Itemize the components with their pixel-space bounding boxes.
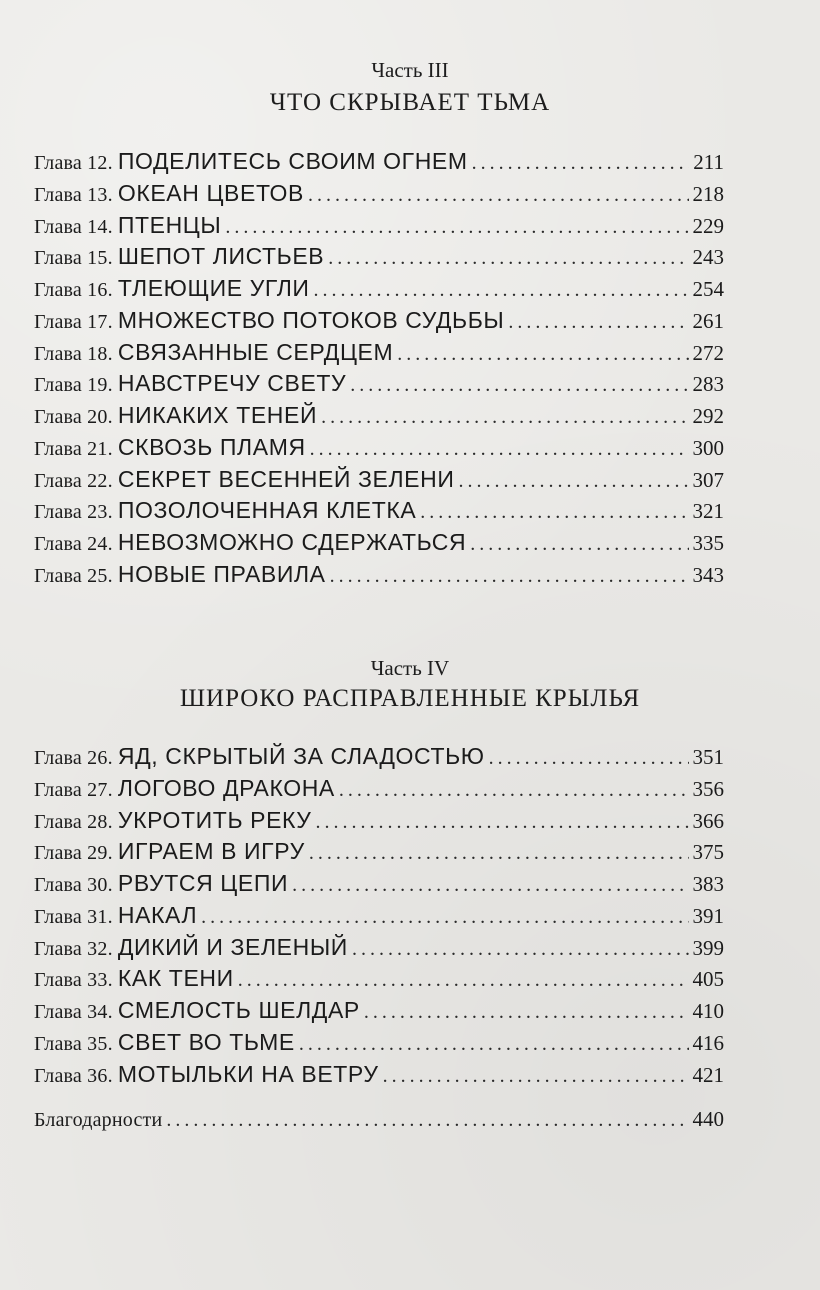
chapter-title: НАВСТРЕЧУ СВЕТУ <box>117 370 347 397</box>
dot-leader <box>328 248 688 268</box>
toc-entry-chapter-21 <box>34 434 724 466</box>
chapter-prefix: Глава 27. <box>34 778 113 801</box>
toc-entry-chapter-16 <box>34 275 724 307</box>
dot-leader <box>299 1034 689 1054</box>
page-number: 399 <box>692 935 724 960</box>
page-number: 356 <box>692 776 724 801</box>
chapter-prefix: Глава 17. <box>34 310 113 333</box>
dot-leader <box>458 471 688 491</box>
page-number: 229 <box>692 213 724 238</box>
toc-entry-chapter-32 <box>34 934 724 966</box>
chapter-prefix: Глава 36. <box>34 1064 113 1087</box>
page-number: 410 <box>692 999 724 1023</box>
page-number: 343 <box>692 562 724 587</box>
page-number: 272 <box>692 340 724 365</box>
chapter-title: ОКЕАН ЦВЕТОВ <box>117 179 304 206</box>
chapter-title: СМЕЛОСТЬ ШЕЛДАР <box>117 997 360 1023</box>
page-number: 211 <box>693 150 724 174</box>
toc-entry-chapter-31 <box>34 902 724 934</box>
toc-entry-chapter-36 <box>34 1061 724 1093</box>
chapter-prefix: Глава 14. <box>34 215 113 238</box>
page-number: 254 <box>692 277 724 301</box>
acknowledgements-title: Благодарности <box>34 1109 163 1131</box>
page-number: 366 <box>692 808 724 833</box>
chapter-title: СКВОЗЬ ПЛАМЯ <box>117 433 306 460</box>
chapter-prefix: Глава 29. <box>34 842 113 865</box>
chapter-title: МОТЫЛЬКИ НА ВЕТРУ <box>117 1060 379 1087</box>
dot-leader <box>383 1066 689 1086</box>
dot-leader <box>308 185 689 205</box>
toc-entry-acknowledgements <box>34 1107 724 1139</box>
dot-leader <box>364 1002 689 1022</box>
chapter-title: НИКАКИХ ТЕНЕЙ <box>117 402 318 428</box>
dot-leader <box>352 939 689 959</box>
toc-entry-chapter-23 <box>34 497 724 529</box>
toc-entry-chapter-22 <box>34 466 724 498</box>
acknowledgements-list <box>34 1107 724 1139</box>
chapter-prefix: Глава 25. <box>34 564 113 587</box>
chapter-prefix: Глава 21. <box>34 437 113 460</box>
dot-leader <box>238 970 689 990</box>
dot-leader <box>397 344 688 364</box>
chapter-prefix: Глава 26. <box>34 747 113 769</box>
toc-entry-chapter-34 <box>34 997 724 1029</box>
page-number: 351 <box>692 745 724 769</box>
chapter-prefix: Глава 20. <box>34 406 113 428</box>
page-number: 405 <box>692 967 724 992</box>
dot-leader <box>350 375 688 395</box>
chapter-prefix: Глава 16. <box>34 279 113 301</box>
page-number: 440 <box>692 1107 724 1131</box>
chapter-prefix: Глава 23. <box>34 501 113 524</box>
chapter-title: СЕКРЕТ ВЕСЕННЕЙ ЗЕЛЕНИ <box>117 465 455 492</box>
dot-leader <box>330 566 689 586</box>
chapter-prefix: Глава 13. <box>34 183 113 206</box>
toc-entry-chapter-24 <box>34 529 724 561</box>
chapter-title: ПОЗОЛОЧЕННАЯ КЛЕТКА <box>117 497 417 524</box>
page-number: 292 <box>692 404 724 428</box>
chapter-title: ЯД, СКРЫТЫЙ ЗА СЛАДОСТЬЮ <box>117 743 485 769</box>
dot-leader <box>489 748 689 768</box>
page-number: 375 <box>692 840 724 865</box>
page-number: 218 <box>692 181 724 206</box>
part-3-chapter-list <box>34 148 724 593</box>
page-number: 261 <box>692 308 724 333</box>
chapter-prefix: Глава 33. <box>34 969 113 992</box>
toc-entry-chapter-28 <box>34 807 724 839</box>
toc-entry-chapter-14 <box>34 212 724 244</box>
chapter-prefix: Глава 18. <box>34 342 113 365</box>
chapter-prefix: Глава 22. <box>34 469 113 492</box>
page-number: 383 <box>692 872 724 896</box>
chapter-title: ТЛЕЮЩИЕ УГЛИ <box>117 275 310 301</box>
toc-entry-chapter-17 <box>34 307 724 339</box>
chapter-prefix: Глава 28. <box>34 810 113 833</box>
dot-leader <box>472 153 690 173</box>
chapter-title: МНОЖЕСТВО ПОТОКОВ СУДЬБЫ <box>117 306 505 333</box>
toc-entry-chapter-12 <box>34 148 724 180</box>
toc-entry-chapter-29 <box>34 838 724 870</box>
chapter-title: ЛОГОВО ДРАКОНА <box>117 774 335 801</box>
page-number: 421 <box>692 1062 724 1087</box>
chapter-prefix: Глава 15. <box>34 247 113 270</box>
toc-entry-chapter-20 <box>34 402 724 434</box>
chapter-prefix: Глава 35. <box>34 1032 113 1055</box>
part-4-title: ШИРОКО РАСПРАВЛЕННЫЕ КРЫЛЬЯ <box>179 685 641 712</box>
dot-leader <box>315 812 688 832</box>
chapter-title: ИГРАЕМ В ИГРУ <box>117 838 305 865</box>
part-3-title: ЧТО СКРЫВАЕТ ТЬМА <box>269 89 551 116</box>
chapter-title: ПОДЕЛИТЕСЬ СВОИМ ОГНЕМ <box>117 148 468 174</box>
chapter-prefix: Глава 31. <box>34 905 113 928</box>
dot-leader <box>508 312 688 332</box>
chapter-title: ШЕПОТ ЛИСТЬЕВ <box>117 243 325 270</box>
chapter-prefix: Глава 19. <box>34 374 113 397</box>
dot-leader <box>309 843 689 863</box>
dot-leader <box>321 407 688 427</box>
page-number: 416 <box>692 1030 724 1055</box>
part-3-label: Часть III <box>371 58 449 82</box>
toc-entry-chapter-25 <box>34 561 724 593</box>
chapter-title: РВУТСЯ ЦЕПИ <box>117 870 289 896</box>
page-number: 300 <box>692 435 724 460</box>
toc-entry-chapter-19 <box>34 370 724 402</box>
chapter-prefix: Глава 24. <box>34 533 113 555</box>
chapter-title: УКРОТИТЬ РЕКУ <box>117 806 312 833</box>
dot-leader <box>314 280 689 300</box>
page-number: 307 <box>692 467 724 492</box>
dot-leader <box>292 875 688 895</box>
toc-entry-chapter-35 <box>34 1029 724 1061</box>
page-number: 283 <box>692 372 724 397</box>
toc-entry-chapter-30 <box>34 870 724 902</box>
chapter-title: НАКАЛ <box>117 901 198 928</box>
dot-leader <box>339 780 689 800</box>
dot-leader <box>166 1110 688 1130</box>
chapter-title: ПТЕНЦЫ <box>117 211 222 238</box>
page-number: 321 <box>692 499 724 524</box>
dot-leader <box>470 534 688 554</box>
chapter-title: ДИКИЙ И ЗЕЛЕНЫЙ <box>117 933 348 960</box>
toc-entry-chapter-13 <box>34 180 724 212</box>
chapter-prefix: Глава 30. <box>34 874 113 896</box>
chapter-prefix: Глава 34. <box>34 1001 113 1023</box>
chapter-title: КАК ТЕНИ <box>117 965 234 992</box>
toc-entry-chapter-33 <box>34 965 724 997</box>
chapter-prefix: Глава 32. <box>34 937 113 960</box>
chapter-title: НЕВОЗМОЖНО СДЕРЖАТЬСЯ <box>117 529 467 555</box>
chapter-title: НОВЫЕ ПРАВИЛА <box>117 560 326 587</box>
dot-leader <box>225 217 688 237</box>
chapter-title: СВЕТ ВО ТЬМЕ <box>117 1028 295 1055</box>
toc-entry-chapter-27 <box>34 775 724 807</box>
toc-entry-chapter-26 <box>34 743 724 775</box>
dot-leader <box>310 439 689 459</box>
part-4-chapter-list <box>34 743 724 1092</box>
dot-leader <box>201 907 688 927</box>
chapter-title: СВЯЗАННЫЕ СЕРДЦЕМ <box>117 338 394 365</box>
part-4-label: Часть IV <box>370 656 450 680</box>
dot-leader <box>420 502 688 522</box>
toc-entry-chapter-18 <box>34 339 724 371</box>
toc-entry-chapter-15 <box>34 243 724 275</box>
chapter-prefix: Глава 12. <box>34 152 113 174</box>
page-number: 243 <box>692 245 724 270</box>
page-number: 391 <box>692 903 724 928</box>
page-number: 335 <box>692 531 724 555</box>
